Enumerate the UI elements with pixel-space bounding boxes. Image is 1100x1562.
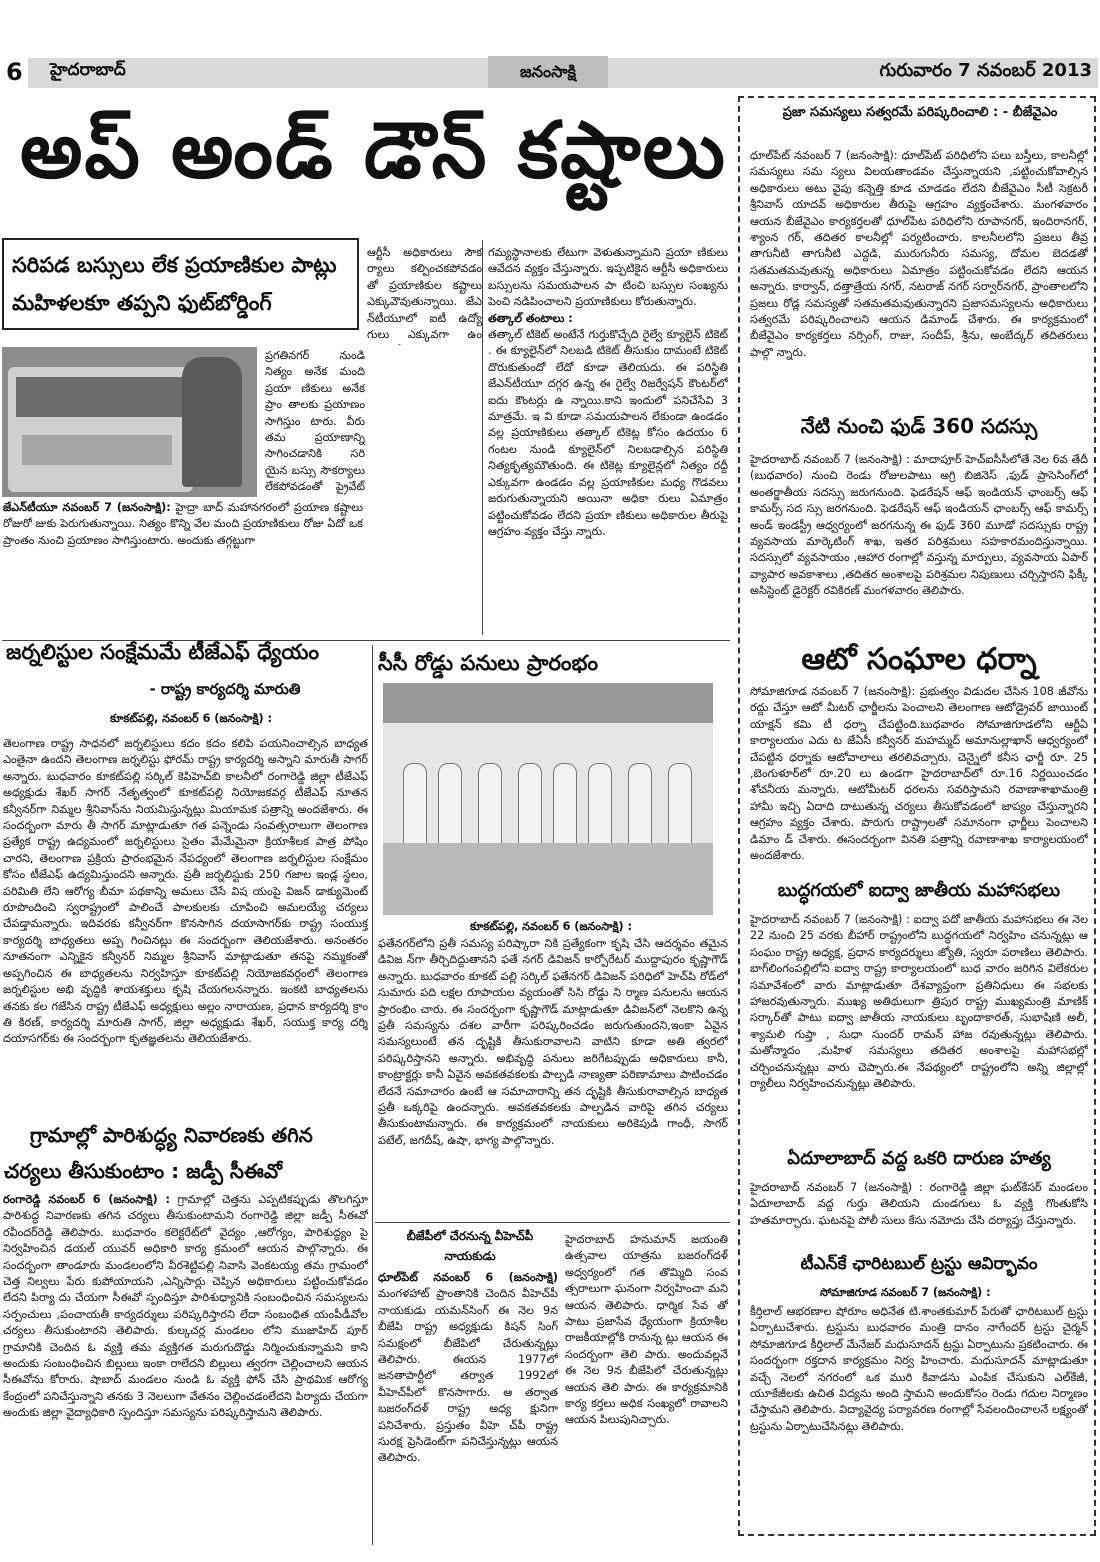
bjp-headline-2: నాయకుడు [444, 1249, 496, 1263]
bus-grill [22, 435, 172, 465]
ccroad-photo [383, 683, 713, 915]
ccroad-body: ఫతేనగర్‌లోని ప్రతీ సమస్య పరిష్కారా నికి ప్రత్యేకంగా కృషి చేసి ఆదర్శవం తమైన డివిజ న్‌గా తీర్చిదిద్దుతానని ఫతే నగర్ డివిజన్ కార్పోరేటర్ ముద్దాపురం కృష్ణాగౌడ్ అన్నారు. బుధవారం కూకట్ పల్లి సర్కిల్ ఫతేనగర్ డివిజన్ పరిధిలో హెచ్‌పి రోడ్‌లో సుమారు పది లక్షల రూపాయల వ్యయంతో సిసి రోడ్డు ని ర్మాణ పనులను ఆయన ప్రారంభిం చారు. ఈ సందర్బంగా కృష్ణాగౌడ్ మాట్లాడుతూ డివిజన్‌లో నెలకొని ఉన్న ప్రతీ సమస్యను దశల వారీగా పరిష్కరించడం జరుగుతుందని,ఇంకా ఏవైన సమస్యలుంటే తన దృష్టికి తీసుకురావాలని వాటిని కూడా అతి త్వరలో పరిష్కరిస్తానని అన్నారు. అభివృద్ధి పనులు జరిగేటప్పుడు అధికారులు కానీ, కాంట్రాక్టర్లు కానీ ఏవైన అవకతవకలకు పాల్పడి నాణ్యతా పరిణామాలు పాటించడం లేదనే సమాచారం ఉంటే ఆ సమాచారాన్ని తన దృష్టికి తీసుకురావాల్సిన బాధ్యత ప్రతీ ఒక్కరిపై ఉందన్నారు. అవకతవకలకు పాల్పడిన వారిపై తగిన చర్యలు తీసుకుంటామన్నారు. ఈ కార్యక్రమంలో నాయకులు అరికెపుడి గాంధీ, సాగర్ పటేల్, జగదీష్, ఉషా, భాగ్య పాల్గొన్నారు. [378, 937, 728, 1147]
buddha-headline: బుద్ధగయలో ఐద్వా జాతీయ మహాసభలు [777, 880, 1061, 901]
photo-background [383, 723, 713, 843]
auto-body: సోమాజిగూడ నవంబర్ 7 (జనంసాక్షి): ప్రభుత్వం విడుదల చేసిన 108 జీవోను రద్దు చేస్తూ ఆటో మీటర్ ఛార్జీలను పెంచాలని తెలంగాణ ఆటోడ్రైవర్ జాయింట్ యాక్షన్ కమి టీ ధర్నా చేపట్టింది.బుధవారం సోమాజిగూడలోని ఆర్టీఏ కార్యాలయం ఎదు ట జేఏసీ కన్వీనర్ మహమ్మద్ అమానుల్లాఖాన్ ఆధ్వర్యంలో చేపట్టిన ధర్నాకు ఆటోవాలాలు తరలివచ్చారు. చెన్నైలో కనీస ఛార్జీ రూ. 25 ,బెంగుళూర్‌లో రూ.20 లు ఉండగా హైదరాబాద్‌లో రూ.16 నిర్ణయించడం శోచనీయ మన్నారు. ఆటోమీటర్ ధరలను సవరిస్తామని రవాణాశాఖామంత్రి హామీ ఇచ్చి ఏదాది దాటుతున్న చర్యలు తీసుకోవడంలో జాప్యం చేస్తున్నారని ఆగ్రహం వ్యక్తం చేశారు. పొరుగు రాష్ట్రాలతో సమానంగా ఛార్జీలు పెంచాలని డిమాం డ్ చేశారు. ఈసందర్బంగా వినతి పత్రాన్ని రవాణాశాఖ కార్యాలయంలో అందజేశారు. [750, 685, 1088, 863]
row-rule-2 [375, 1222, 730, 1223]
murder-body: హైదరాబాద్ నవంబర్ 7 (జనంసాక్షి) : రంగారెడ్డి జిల్లా ఘట్‌కేసర్ మండలం ఏదూలాబాద్ వద్ద గుర్తు తెలియని దుండగులు ఓ వ్యక్తి గొంతుకోసి హతమార్చారు. ఘటనపై పోలీ సులు కేసు నమోదు చేసి దర్యాప్తు చేస్తున్నారు. [750, 1181, 1088, 1227]
dateline: రంగారెడ్డి నవంబర్ 6 (జనంసాక్షి) : [3, 1193, 170, 1206]
food-body: హైదరాబాద్ నవంబర్ 7 (జనంసాక్షి) : మాదాపూర్ హెచ్‌ఐసీసీలోతే నెల 6వ తేదీ (బుధవారం) నుంచి రెండు రోజులపాటు అగ్రి బిజినెస్ ,ఫుడ్ ప్రాసెసింగ్‌లో అంతర్జాతీయ సదస్సు జరుగనుంది. ఫెడరేషన్ ఆఫ్ ఇండియన్ ఛాంబర్స్ ఆఫ్ కామర్స్ సద స్సు జరగనుంది. ఫెడరేషన్ ఆఫ్ ఇండియన్ ఛాంబర్స్ ఆఫ్ కామర్స్ అండ్ ఇండస్ట్రీ ఆధ్వర్యంలో జరగనున్న ఈ ఫుడ్ 360 మూడో సదస్సుకు రాష్ట్ర వ్యవసాయ మార్కెటింగ్ శాఖ, ఇతర పరిశ్రమలు సహకారమందిస్తున్నాయి. సదస్సులో వ్యవసాయం ,ఆహార రంగాల్లో వస్తున్న మార్పులు, వ్యవసాయ ఏపార్ వ్యాపార అవకాశాలు ,తదితర అంశాలపై పరిశ్రమల నిపుణులు చర్చిస్తారని ఫిక్కీ అసిస్టెంట్ డైరెక్టర్ రవికిరణ్ మంగళవారం తెలిపారు. [750, 453, 1088, 598]
buddha-body: హైదరాబాద్ నవంబర్ 7 (జనంసాక్షి) : ఐద్వా పదో జాతీయ మహాసభలు ఈ నెల 22 నుంచి 25 వరకు బీహార్ రాష్ట్రంలోని బుద్ధగయలో నిర్వహిం చనున్నట్లు ఆ సంఘం రాష్ట్ర అధ్యక్ష, ప్రధాన కార్యదర్శులు జ్యోతి, స్వరూ పరాణిలు తెలిపారు. బాగ్‌లింగంపల్లిలోని ఐద్వా రాష్ట్ర కార్యాలయంలో బుధ వారం జరిగిన విలేకరుల సమావేశంలో వారు మాట్లాడుతూ దేశవ్యాప్తంగా ప్రతినిధులు ఈ సభలకు హాజరవుతున్నారు. ముఖ్య అతిథులుగా త్రిపుర రాష్ట్ర ముఖ్యమంత్రి మాణిక్ సర్కార్‌తో పాటు ఐద్వా జాతీయ నాయకులు బృందాకారత్, సుభాషిణి అలీ, శ్యామలి గుప్తా , సుధా సుందర్ రామన్ హాజ రవుతున్నట్లు తెలిపారు. మతోన్మాదం ,మహిళ సమస్యలు తదితర అంశాలపై మహాసభల్లో చర్చించనున్నట్లు వారు చెప్పారు.ఈ నేపథ్యంలో రాష్ట్రంలోని అన్ని జిల్లాల్లో ర్యాలీలు నిర్వహించనున్నట్లు తెలిపారు. [750, 913, 1088, 1091]
bus-window [16, 377, 186, 417]
murder-headline: ఏదూలాబాద్ వద్ద ఒకరి దారుణ హత్య [787, 1148, 1051, 1169]
subhead-1: సరిపడ బస్సులు లేక ప్రయాణికుల పాట్లు [12, 253, 337, 277]
col-rule-2 [372, 645, 373, 1545]
trust-body: కీర్తిలాల్ ఆభరణాల షోరూం అధినేత టి.శాంతకుమార్ పేరుతో ఛారిటబుల్ ట్రస్టు ఏర్పాటుచేశారు. ట్రస్టును బుధవారం మంత్రి దానం నాగేందర్ ట్రస్టు చైర్మన్ సోమాజిగూడ కీర్తిలాల్ మేనేజర్ మధుసూదన్ ట్రస్టు ఏర్పాటును ప్రకటించారు. ఈ సందర్భంగా రక్తదాన కార్యక్రమం నిర్వ హించారు. మధుసూదన్ మాట్లాడుతూ వచ్చే నెలలో నగరంలో ఒక మురి కివాడను ఎంపిక చేసుకుని ఎల్‌కేజీ, యూకేజీలకు ఉచిత విద్యను అంది స్తామని అందుకోసం రెండు గదుల నిర్మాణం చేస్తామని తెలిపారు. విద్యావైద్య పర్యావరణ రంగాల్లో సేవలందించాలనే లక్ష్యంతో ట్రస్టును ఏర్పాటుచేసినట్లు తెలిపారు. [750, 1305, 1088, 1433]
journalists-body: తెలంగాణ రాష్ట్ర సాధనలో జర్నలిస్టులు కదం కదం కలిపి పయనించాల్సిన బాధ్యత ఎంతైనా ఉందని తెలంగాణ జర్నలిస్టు ఫోరమ్ రాష్ట్ర కార్యదర్శి అస్నాని మారుతీ సాగర్ అన్నారు. బుధవారం కూకట్‌పల్లి సర్కిల్ కెపిహెచ్‌బి కాలనీలో రంగారెడ్డి జిల్లా టీజేఎఫ్ అధ్యక్షుడు శేఖర్ సాగర్ నేతృత్వంలో కూకట్‌పల్లి నియోజకవర్గ టీజేఎఫ్ నూతన కన్వీనర్‌గా నిమ్మల శ్రీనివాస్‌ను నియమిస్తున్నట్లు మియామక పత్రాన్ని అందజేశారు. ఈ సందర్బంగా మారు తీ సాగర్ మాట్లాడుతూ గత పన్నెండు సంవత్సరాలుగా తెలంగాణ ప్రత్యేక రాష్ట్ర ఉద్యమంలో జర్నలిస్టులు సైతం మేమేమైనా క్రియాశీలక పాత్ర పోషిం చారని, తెలంగాణ ప్రక్రియ ప్రారంభమైన నేపధ్యంలో తెలంగాణ జర్నలిస్టుల సంక్షేమం కోసం టీజేఎఫ్ ఉద్యమిస్తుందని అన్నారు. ప్రతీ జర్నలిస్టుకు 250 గజాల ఇండ్ల స్థలం, పరిమితి లేని ఆరోగ్య బీమా పథకాన్ని అమలు చేసే విష యంపై విజన్ డాక్యుమెంట్ రూపొందించి స్వరాష్ట్రంలో పాలించే పాలకులకు చూపించి అమలయ్యే చర్యలు చేపడ్తామన్నారు. ఇదివరకు కన్వీనర్‌గా కొనసాగిన దయాసాగర్‌కు రాష్ట్ర సంయుక్త కార్యదర్శి బాధ్యతలు అప్ప గించినట్లు ఈ సందర్బంగా తెలియజేశారు. అనంతరం నూతనంగా ఎన్నికైన కన్వీనర్ నిమ్మల శ్రీనివాస్ మాట్లాడుతూ తనపై నమ్మకంతో అప్పగించిన ఈ బాధ్యతలను నిర్వహిస్తూ కూకట్‌పల్లి నియోజకవర్గంలో తెలంగాణ జర్నలిస్టుల అభి వృద్ధికి శాయశక్తులు కృషి చేయగలనన్నారు. ఇంకటి బాధ్యతలను తనకు కల గజేసిన రాష్ట్ర టీజేఎఫ్ అధ్యక్షులు అల్లం నారాయణ, ప్రధాన కార్యదర్శి క్రాం తి కిరణ్, కార్యదర్శి మారుతి సాగర్, జిల్లా అధ్యక్షుడు శేఖర్, సయుక్త కార్య దర్శి దయాసగర్‌కు ఈ సందర్బంగా కృతజ్ఞతలను తెలియజేశారు. [3, 737, 368, 1046]
header-date: గురువారం 7 నవంబర్ 2013 [879, 60, 1092, 81]
paper-name: జనంసాక్షి [520, 62, 576, 81]
tatkal-head: తత్కాల్ తంటాలు : [488, 311, 573, 325]
journalists-dateline: కూకట్‌పల్లి, నవంబర్ 6 (జనంసాక్షి) : [110, 712, 272, 725]
bus-story-col3: గమ్యస్థానాలకు లేటుగా వెళుతున్నామని ప్రయా ణికులు ఆవేదన వ్యక్తం చేస్తున్నారు. ఇప్పటికైన ఆర్టీసీ అధికారులు బస్సులను సమయపాలన పా టించి బస్సుల సంఖ్యను పెంచి నడిపించాలని ప్రయాణికులు కోరుతున్నారు. తత్కాల్ తంటాలు : తత్కాల్ టికెట్ అంటేనే గుర్తుకొచ్చేది రైల్వే క్యూలైన్ టికెట్ . ఈ క్యూలైన్‌లో నిలబడి టికెట్ తీసుకుం దామంటే టికెట్ దొరుకుతుందో లేదో కూడా తెలియదు. ఈ పరిస్థితి జేఎన్‌టీయూ దగ్గర ఉన్న ఈ రైల్వే రిజర్వేషన్ కౌంటర్‌లో ఐదు కౌంటర్లు ఉ న్నాయి.కాని ఇందులో పనిచేసేవి 3 మాత్రమే. ఇ వి కూడా సమయపాలన లేకుండా ఉండడం వల్ల ప్రయాణికులు తత్కాల్ టికెట్ల కోసం ఉదయం 6 గంటల నుండి క్యూలైన్‌లో నిలబడాల్సిన పరిస్థితి నిత్యకృత్యమౌతుంది. ఈ టికెట్ల క్యూలైన్లలో నిత్యం రద్దీ ఎక్కువగా ఉండడం వల్ల ప్రయాణికుల మధ్య గొడవలు జరుగుతున్నాయని అయినా అధికా రులు ఏమాత్రం పట్టించుకోవడం లేదని ప్రయా ణికులు అధికారుల తీరుపై ఆగ్రహం వ్యక్తం చేస్తు న్నారు. [488, 246, 728, 538]
page-number: 6 [6, 58, 23, 86]
journalists-subhead: - రాష్ట్ర కార్యదర్శి మారుతి [149, 680, 301, 698]
bjym-body: ధూల్‌పేట్ నవంబర్ 7 (జనంసాక్షి): ధూల్‌పేట్ పరిధిలోని పలు బస్తీలు, కాలనీల్లో సమస్యలు సమ స్యలు విలయతాండవం చేస్తున్నాయని ,పట్టించుకోవాల్సిన అధికారులు అటు వైపు కన్నెత్తి కూడ చూడడం లేదని బీజేవైఎం సీటీ సెక్రటరీ శ్రీనివాస్ యాదవ్ అధికారుల తీరుపై ఆగ్రహం వ్యక్తంచేశారు. మంగళవారం ఆయన బీజేవైఎం కార్యకర్తలతో ధూల్‌పేట పరిధిలోని రూపానగర్, ఇందిరానగర్, శ్యాంన గర్, తదితర కాలనీల్లో పర్యటించారు. కాలనీలలోని ప్రజలు తీవ్ర తాగునీటి తాగునీటి ఎద్దడి, మురుగునీరు సమస్య, దోమల బెదడతో సతమతమవుతున్న అధికారులు ఏమాత్రం పట్టించుకోవడం లేదని ఆయన అన్నారు. కార్వాన్, దత్తాత్రేయ నగర్, నటరాజ్ నగర్ సర్వార్‌నగర్, ప్రాంతాలలోని ప్రజలు రోడ్ల సమస్యతో సతమతమవుతున్నారని ప్రజాసమస్యలను అధికారులు సత్వరమే పరిష్కరించాలని ఆయన డిమాండ్ చేశారు. ఈ కార్యక్రమంలో బీజేవైఎం కార్యకర్తలు నర్సింగ్, రాజు, సందీప్, శ్రీను, అంబేద్కర్ తదితరులు పాల్గొ న్నారు. [750, 149, 1088, 359]
sanitation-body: రంగారెడ్డి నవంబర్ 6 (జనంసాక్షి) : గ్రామాల్లో చెత్తను ఎప్పటికప్పుడు తొలగిస్తూ పారిశుద్ధ నివారణకు తగిన చర్యలు తీసుకుంటామని రంగారెడ్డి జిల్లా జడ్పీ సీఈవో రవీందర్‌రెడ్డి తెలిపారు. బుధవారం కలెక్టరేట్‌లో వైద్యం ,ఆరోగ్యం, పారిశుద్ధ్యం పై నిర్వహించిన డయల్ యువర్ అధికారి కార్య క్రమంలో ఆయన పాల్గొన్నారు. ఈ సందర్బంగా తాండూరు మండలంలోని వీరశెట్టిపల్లి నివాసి వెంకటయ్య తమ గ్రామంలో చెత్త నిల్వలు పేరు కుపోయాయని ,ఎన్నిసార్లు చెప్పిన అధికారులు పట్టించుకోవడం లేదని పిర్యా దు చేయగా సీఈవో స్పందిస్తూ పారిశుధ్యానికి సంబంధించిన సమస్యలను సర్పంచులు ,పంచాయతీ కార్యదర్శులు పరిష్కరిస్తారని లేదా సంబంధిత యంపీడీవోల చర్యలు తీసుకుంటారని తెలిపారు. కుల్కచర్ల మండలం లోని ముజాహిద్ పూర్ గ్రామానికి చెందిన ఓ వ్యక్తి తమ వ్యక్తిగత మరుగుదొడ్డు నిర్మించుకున్నామని కాని అందుకు సంబంధించిన బిల్లులు ఇంకా రాలేదని బిల్లులు త్వరగా చెల్లించాలని ఆయన సీఈవోను కోరారు. షాబాద్ మండలం నుండి ఓ వ్యక్తి ఫోన్ చేసి ప్రాథమిక ఆరోగ్య కేంద్రంలో పనిచేస్తున్నాని తనకు 3 నెలలుగా వేతనం చెల్లించడంలేదని పిర్యాదు చేయగా అందుకు జిల్లా వైద్యాధికారి స్పందిస్తూ సమస్యను పరిష్కరిస్తామని తెలిపారు. [3, 1193, 368, 1420]
bjp-body-right: హైదరాబాద్ హనుమాన్ జయంతి ఉత్సవాల యాత్రను బజరంగ్‌దళ్ అధ్వర్యంలో గత తొమ్మిది సంవ త్సరాలుగా ఘనంగా నిర్వహించా మని ఆయన తెలిపారు. ధార్మిక సేవ తో పాటు ప్రజాసేవ ధ్యేయంగా క్రియాశీల రాజకీయాల్లోకి రానున్న ట్లు ఆయన ఈ సందర్బంగా తెలి పారు. అందువల్లనే ఈ నెల 9న బీజేపిలో చేరుతున్నట్లు ఆయన తెలి పారు. ఈ కార్యక్రమానికి కార్య కర్తలు అధిక సంఖ్యలో రావాలని ఆయన పిలుపునిచ్చారు. [565, 1233, 728, 1427]
dateline: జేఎన్‌టీయూ నవంబర్ 7 (జనంసాక్షి): [3, 501, 171, 514]
journalists-headline: జర్నలిస్టుల సంక్షేమమే టీజేఎఫ్ ధ్యేయం [6, 640, 320, 664]
bjym-headline: ప్రజా సమస్యలు సత్వరమే పరిష్కరించాలి : - బీజేవైఎం [782, 105, 1058, 120]
subhead-box [2, 238, 359, 330]
passengers [182, 357, 242, 487]
ccroad-headline: సీసీ రోడ్డు పనులు ప్రారంభం [378, 651, 598, 675]
bjp-headline-1: బీజేపీలో చేరనున్న వీహెచ్‌పీ [406, 1229, 534, 1243]
bus-story-col2: ఆర్టీసీ అధికారులు సౌక ర్యాలు కల్పించకపోవడం తో ప్రయాణికుల కష్టాలు ఎక్కువౌవుతున్నాయి. జేఎ న్‌టీయూలో ఐటీ ఉద్యో గులు ఎక్కువగా ఉం [367, 246, 482, 342]
bus-photo [2, 347, 257, 497]
trust-headline: టీఎన్‌కే ఛారిటబుల్ ట్రస్టు ఆవిర్భావం [800, 1254, 1038, 1274]
ccroad-dateline: కూకట్‌పల్లి, నవంబర్ 6 (జనంసాక్షి) : [470, 920, 632, 933]
main-headline: అప్ అండ్ డౌన్ కష్టాలు [20, 106, 727, 196]
col-rule [482, 240, 483, 635]
sanitation-headline-2: చర్యలు తీసుకుంటాం : జడ్పీ సీఈవో [4, 1159, 282, 1183]
bjp-body-left: ధూల్‌పేట్ నవంబర్ 6 (జనంసాక్షి) మంగళహాట్ ప్రాంతానికి చెందిన వీహెచ్‌పీ నాయకుడు యమన్‌సింగ్ ఈ నెల 9న బీజేపి రాష్ట్ర అధ్యక్షుడు కిషన్ సింగ్ సమక్షంలో బీజేపిలో చేరుతున్నట్లు తెలిపారు. ఈయన 1977లో జనతాపార్టీలో తర్వాత 1992లో వీహెచ్‌పీలో కొనసాగారు. ఆ తర్వాత బజరంగ్‌దళ్ రాష్ట్ర అధ్య క్షునిగా పనిచేశారు. ప్రస్తుతం వీహె చ్‌పీ రాష్ట్ర సురక్ష ప్రెసిడెంట్‌గా పనిచేస్తున్నట్లు ఆయన తెలిపారు. [378, 1271, 558, 1465]
paper-logo [488, 56, 608, 88]
food-headline: నేటి నుంచి ఫుడ్ 360 సదస్సు [800, 414, 1038, 438]
subhead-2: మహిళలకూ తప్పని ఫుట్‌బోర్డింగ్ [12, 291, 272, 315]
auto-headline: ఆటో సంఘాల ధర్నా [801, 642, 1037, 677]
bus-story-lead: జేఎన్‌టీయూ నవంబర్ 7 (జనంసాక్షి): హైద్రా బాద్ మహానగరంలో ప్రయాణ కష్టాలు రోజురో జుకు పెరుగుతున్నాయి. నిత్యం కొన్ని వేల మంది ప్రయాణికులు రోజు ఏదో ఒక ప్రాంతం నుంచి ప్రయాణం సాగిస్తుంటారు. అందుకు తగ్గట్టుగా [3, 501, 363, 547]
road [383, 843, 713, 915]
bus-story-col1a: ప్రగతినగర్ నుండి నిత్యం అనేక మంది ప్రయా ణికులు అనేక ప్రాం తాలకు ప్రయాణం సాగిస్తుం టారు. వీరు తమ ప్రయాణాన్ని సాగించడానికి సరి యైన బస్సు సౌకర్యాలు లేకపోవడంతో ప్రైవేట్ [265, 349, 365, 494]
dateline: ధూల్‌పేట్ నవంబర్ 6 (జనంసాక్షి) [378, 1271, 558, 1284]
sanitation-headline-1: గ్రామాల్లో పారిశుద్ధ్య నివారణకు తగిన [30, 1123, 313, 1147]
trust-dateline: సోమాజిగూడ నవంబర్ 7 (జనంసాక్షి) : [820, 1286, 991, 1299]
header-city: హైదరాబాద్ [50, 60, 126, 80]
